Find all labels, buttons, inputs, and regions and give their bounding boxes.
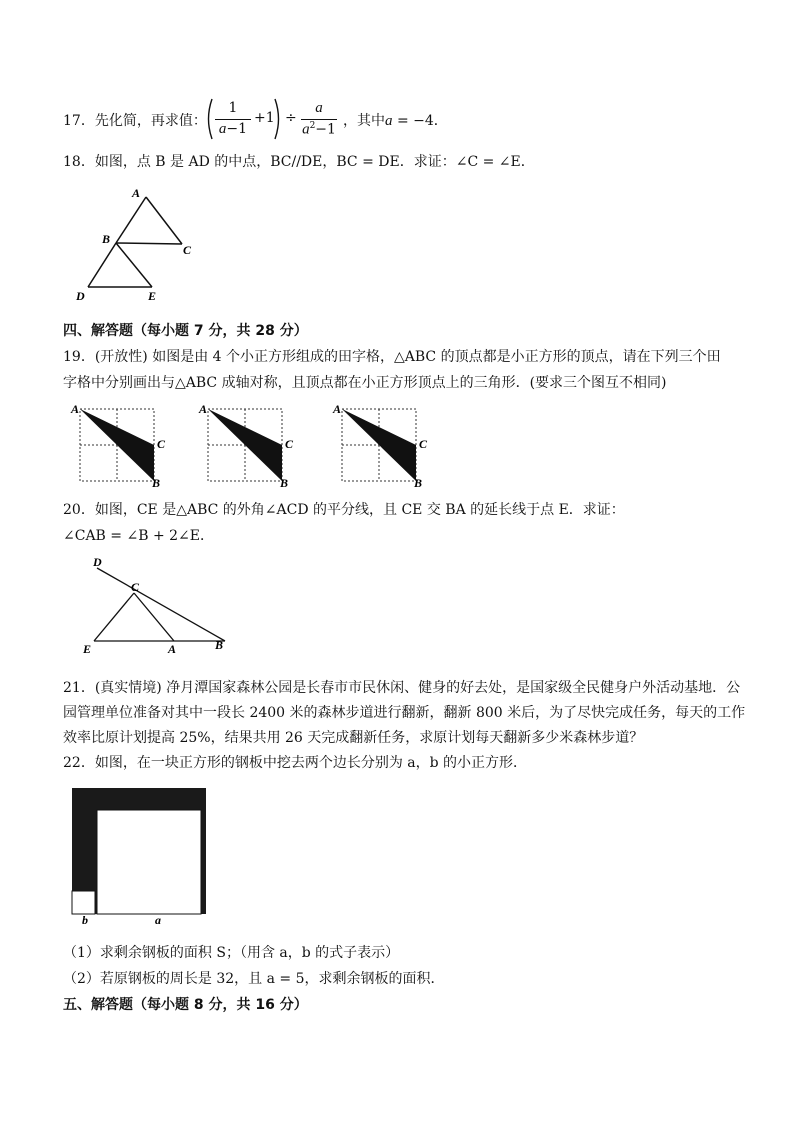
q18-label-e: E	[148, 289, 157, 303]
q18-figure	[70, 183, 210, 313]
fraction-bar	[301, 119, 337, 120]
q20-label-e: E	[83, 642, 92, 656]
grid-label-b: B	[152, 476, 161, 488]
q22-steel-plate-figure	[66, 783, 216, 928]
q22-label-a: a	[155, 913, 161, 927]
question-20-line-1: 20．如图，CE 是△ABC 的外角∠ACD 的平分线，且 CE 交 BA 的延长线于点 E．求证：	[63, 502, 625, 518]
q18-label-a: A	[132, 186, 141, 200]
question-19-line-1: 19．(开放性) 如图是由 4 个小正方形组成的田字格，△ABC 的顶点都是小正方形的顶点，请在下列三个田	[63, 349, 721, 365]
grid-label-b: B	[414, 476, 423, 488]
q17-denominator-2: $a^2-1$	[302, 121, 336, 138]
q17-right-paren	[273, 98, 283, 140]
q19-grid-2	[198, 403, 303, 488]
grid-label-a: A	[199, 403, 208, 416]
q20-label-a: A	[168, 642, 177, 656]
q17-fraction-1	[213, 98, 253, 140]
question-22-line-1: 22．如图，在一块正方形的钢板中挖去两个边长分别为 a，b 的小正方形．	[63, 755, 528, 771]
grid-label-a: A	[333, 403, 342, 416]
q17-divide-sign: ÷	[285, 110, 297, 126]
q17-denominator-1: a−1	[218, 121, 248, 137]
question-21-line-2: 园管理单位准备对其中一段长 2400 米的森林步道进行翻新，翻新 800 米后，为了尽快完成任务，每天的工作	[63, 705, 746, 721]
question-22-part-1: （1）求剩余钢板的面积 S；（用含 a，b 的式子表示）	[63, 945, 400, 961]
q17-fraction-2	[299, 98, 339, 140]
question-19-line-2: 字格中分别画出与△ABC 成轴对称，且顶点都在小正方形顶点上的三角形．(要求三个图互不相同)	[63, 375, 667, 391]
question-22-part-2: （2）若原钢板的周长是 32，且 a = 5，求剩余钢板的面积．	[63, 971, 445, 987]
q20-label-b: B	[215, 638, 224, 652]
question-20-line-2: ∠CAB = ∠B + 2∠E．	[63, 528, 214, 544]
question-21-line-1: 21．(真实情境) 净月潭国家森林公园是长春市市民休闲、健身的好去处，是国家级全民健身户外活动基地．公	[63, 680, 741, 696]
grid-label-a: A	[71, 403, 80, 416]
fraction-bar	[215, 119, 251, 120]
q20-figure	[75, 553, 255, 663]
q18-label-c: C	[183, 243, 192, 257]
q20-label-d: D	[93, 555, 102, 569]
q22-label-b: b	[82, 913, 88, 927]
q20-label-c: C	[131, 580, 140, 594]
q17-prefix: 17．先化简，再求值：	[63, 113, 207, 129]
q18-label-b: B	[102, 232, 111, 246]
q18-label-d: D	[76, 289, 85, 303]
question-17	[63, 98, 763, 142]
q17-numerator-2: a	[315, 100, 323, 116]
q17-plus-one: +1	[254, 110, 275, 126]
grid-label-c: C	[285, 437, 294, 451]
section-4-heading: 四、解答题（每小题 7 分，共 28 分）	[63, 323, 308, 339]
q17-numerator-1: 1	[228, 100, 238, 116]
q19-grid-3	[332, 403, 437, 488]
question-18-text: 18．如图，点 B 是 AD 的中点，BC//DE，BC = DE．求证：∠C = ∠E．	[63, 154, 535, 170]
section-5-heading: 五、解答题（每小题 8 分，共 16 分）	[63, 997, 308, 1013]
grid-label-c: C	[419, 437, 428, 451]
q19-grid-1	[70, 403, 175, 488]
grid-label-b: B	[280, 476, 289, 488]
q17-condition: ，其中a = −4．	[343, 113, 448, 129]
grid-label-c: C	[157, 437, 166, 451]
question-21-line-3: 效率比原计划提高 25%，结果共用 26 天完成翻新任务，求原计划每天翻新多少米森林步道？	[63, 730, 644, 746]
